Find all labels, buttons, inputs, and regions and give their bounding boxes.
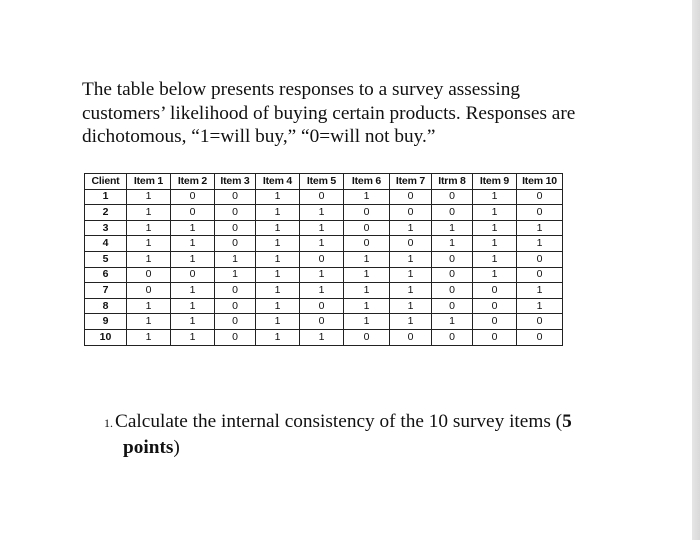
table-body bbox=[85, 189, 563, 345]
response-cell: 1 bbox=[432, 220, 473, 236]
question-points-value: 5 bbox=[562, 411, 572, 432]
question-points-label: points bbox=[123, 436, 174, 458]
response-cell: 0 bbox=[344, 236, 390, 252]
response-cell: 0 bbox=[390, 329, 432, 345]
response-cell: 0 bbox=[517, 205, 563, 221]
response-cell: 1 bbox=[215, 251, 256, 267]
response-cell: 0 bbox=[473, 329, 517, 345]
column-header: Item 4 bbox=[256, 174, 300, 190]
response-cell: 0 bbox=[432, 267, 473, 283]
column-header: Item 3 bbox=[215, 174, 256, 190]
response-cell: 1 bbox=[127, 220, 171, 236]
response-cell: 0 bbox=[432, 189, 473, 205]
response-cell: 1 bbox=[473, 267, 517, 283]
response-cell: 1 bbox=[473, 251, 517, 267]
table-row bbox=[85, 298, 563, 314]
response-cell: 1 bbox=[256, 329, 300, 345]
response-cell: 1 bbox=[517, 283, 563, 299]
response-cell: 1 bbox=[171, 251, 215, 267]
table-row bbox=[85, 267, 563, 283]
response-cell: 1 bbox=[300, 267, 344, 283]
intro-line: The table below presents responses to a survey assessing bbox=[82, 79, 521, 100]
table-row bbox=[85, 251, 563, 267]
response-cell: 1 bbox=[300, 236, 344, 252]
response-cell: 0 bbox=[127, 283, 171, 299]
response-cell: 1 bbox=[300, 283, 344, 299]
column-header: Item 10 bbox=[517, 174, 563, 190]
response-cell: 1 bbox=[300, 329, 344, 345]
response-cell: 1 bbox=[344, 267, 390, 283]
response-cell: 1 bbox=[171, 314, 215, 330]
column-header: Item 6 bbox=[344, 174, 390, 190]
response-cell: 0 bbox=[432, 251, 473, 267]
client-id-cell: 5 bbox=[85, 251, 127, 267]
response-cell: 0 bbox=[517, 267, 563, 283]
response-cell: 0 bbox=[215, 205, 256, 221]
response-cell: 0 bbox=[517, 329, 563, 345]
response-cell: 0 bbox=[171, 267, 215, 283]
client-id-cell: 3 bbox=[85, 220, 127, 236]
table-row bbox=[85, 314, 563, 330]
response-cell: 1 bbox=[517, 298, 563, 314]
response-cell: 1 bbox=[390, 220, 432, 236]
response-cell: 0 bbox=[300, 314, 344, 330]
table-row bbox=[85, 236, 563, 252]
column-header: Item 2 bbox=[171, 174, 215, 190]
client-id-cell: 8 bbox=[85, 298, 127, 314]
table-row bbox=[85, 329, 563, 345]
response-cell: 0 bbox=[171, 189, 215, 205]
response-cell: 1 bbox=[517, 220, 563, 236]
column-header: Item 5 bbox=[300, 174, 344, 190]
response-cell: 1 bbox=[256, 298, 300, 314]
response-cell: 1 bbox=[256, 314, 300, 330]
response-cell: 0 bbox=[344, 205, 390, 221]
response-cell: 1 bbox=[390, 314, 432, 330]
response-cell: 0 bbox=[171, 205, 215, 221]
response-cell: 0 bbox=[215, 189, 256, 205]
response-cell: 1 bbox=[432, 236, 473, 252]
client-id-cell: 1 bbox=[85, 189, 127, 205]
response-cell: 1 bbox=[215, 267, 256, 283]
response-cell: 1 bbox=[344, 314, 390, 330]
response-cell: 0 bbox=[300, 251, 344, 267]
intro-paragraph bbox=[82, 78, 642, 149]
response-cell: 0 bbox=[127, 267, 171, 283]
response-cell: 1 bbox=[390, 251, 432, 267]
intro-line: customers’ likelihood of buying certain products. Responses are bbox=[82, 102, 576, 124]
response-cell: 1 bbox=[473, 205, 517, 221]
response-cell: 1 bbox=[344, 189, 390, 205]
response-cell: 0 bbox=[215, 329, 256, 345]
column-header: Itrm 8 bbox=[432, 174, 473, 190]
response-cell: 1 bbox=[256, 236, 300, 252]
response-cell: 0 bbox=[473, 298, 517, 314]
response-cell: 1 bbox=[127, 329, 171, 345]
response-cell: 1 bbox=[127, 251, 171, 267]
client-id-cell: 9 bbox=[85, 314, 127, 330]
client-id-cell: 10 bbox=[85, 329, 127, 345]
response-cell: 1 bbox=[432, 314, 473, 330]
response-cell: 1 bbox=[127, 236, 171, 252]
response-cell: 0 bbox=[215, 314, 256, 330]
response-cell: 1 bbox=[344, 283, 390, 299]
response-cell: 0 bbox=[300, 298, 344, 314]
response-cell: 0 bbox=[432, 205, 473, 221]
response-cell: 0 bbox=[517, 251, 563, 267]
response-cell: 0 bbox=[517, 314, 563, 330]
table-row bbox=[85, 189, 563, 205]
column-header: Item 7 bbox=[390, 174, 432, 190]
response-cell: 1 bbox=[390, 283, 432, 299]
response-cell: 0 bbox=[215, 298, 256, 314]
response-cell: 0 bbox=[215, 283, 256, 299]
response-cell: 1 bbox=[473, 236, 517, 252]
response-cell: 1 bbox=[127, 298, 171, 314]
response-cell: 0 bbox=[215, 236, 256, 252]
response-cell: 1 bbox=[171, 220, 215, 236]
response-cell: 0 bbox=[432, 283, 473, 299]
table-row bbox=[85, 205, 563, 221]
question-number: 1. bbox=[104, 416, 113, 430]
response-cell: 0 bbox=[390, 236, 432, 252]
client-id-cell: 2 bbox=[85, 205, 127, 221]
response-cell: 1 bbox=[127, 205, 171, 221]
response-cell: 0 bbox=[432, 329, 473, 345]
response-cell: 1 bbox=[171, 236, 215, 252]
response-cell: 1 bbox=[473, 220, 517, 236]
response-cell: 1 bbox=[127, 314, 171, 330]
response-cell: 0 bbox=[390, 189, 432, 205]
survey-table bbox=[84, 173, 563, 346]
column-header: Item 9 bbox=[473, 174, 517, 190]
response-cell: 0 bbox=[473, 283, 517, 299]
client-id-cell: 6 bbox=[85, 267, 127, 283]
client-id-cell: 7 bbox=[85, 283, 127, 299]
response-cell: 0 bbox=[432, 298, 473, 314]
response-cell: 1 bbox=[256, 251, 300, 267]
response-cell: 1 bbox=[300, 220, 344, 236]
response-cell: 0 bbox=[390, 205, 432, 221]
response-cell: 1 bbox=[171, 283, 215, 299]
response-cell: 0 bbox=[344, 220, 390, 236]
response-cell: 1 bbox=[473, 189, 517, 205]
intro-line: dichotomous, “1=will buy,” “0=will not buy.” bbox=[82, 126, 436, 147]
response-cell: 0 bbox=[300, 189, 344, 205]
header-row bbox=[85, 174, 563, 190]
response-cell: 1 bbox=[256, 283, 300, 299]
response-cell: 1 bbox=[256, 189, 300, 205]
response-cell: 1 bbox=[344, 298, 390, 314]
response-cell: 0 bbox=[344, 329, 390, 345]
response-cell: 0 bbox=[473, 314, 517, 330]
column-header: Item 1 bbox=[127, 174, 171, 190]
response-cell: 1 bbox=[256, 220, 300, 236]
response-cell: 1 bbox=[171, 329, 215, 345]
column-header: Client bbox=[85, 174, 127, 190]
response-cell: 1 bbox=[517, 236, 563, 252]
table-row bbox=[85, 283, 563, 299]
response-cell: 1 bbox=[256, 205, 300, 221]
client-id-cell: 4 bbox=[85, 236, 127, 252]
response-cell: 1 bbox=[256, 267, 300, 283]
question-1 bbox=[104, 410, 624, 459]
response-cell: 1 bbox=[171, 298, 215, 314]
question-close: ) bbox=[173, 436, 180, 458]
question-text: Calculate the internal consistency of the 10 survey items ( bbox=[115, 411, 563, 432]
response-cell: 1 bbox=[390, 298, 432, 314]
response-cell: 1 bbox=[344, 251, 390, 267]
response-cell: 0 bbox=[517, 189, 563, 205]
page-edge-shadow bbox=[692, 0, 700, 540]
response-cell: 1 bbox=[127, 189, 171, 205]
table-row bbox=[85, 220, 563, 236]
response-cell: 1 bbox=[390, 267, 432, 283]
response-cell: 1 bbox=[300, 205, 344, 221]
response-cell: 0 bbox=[215, 220, 256, 236]
